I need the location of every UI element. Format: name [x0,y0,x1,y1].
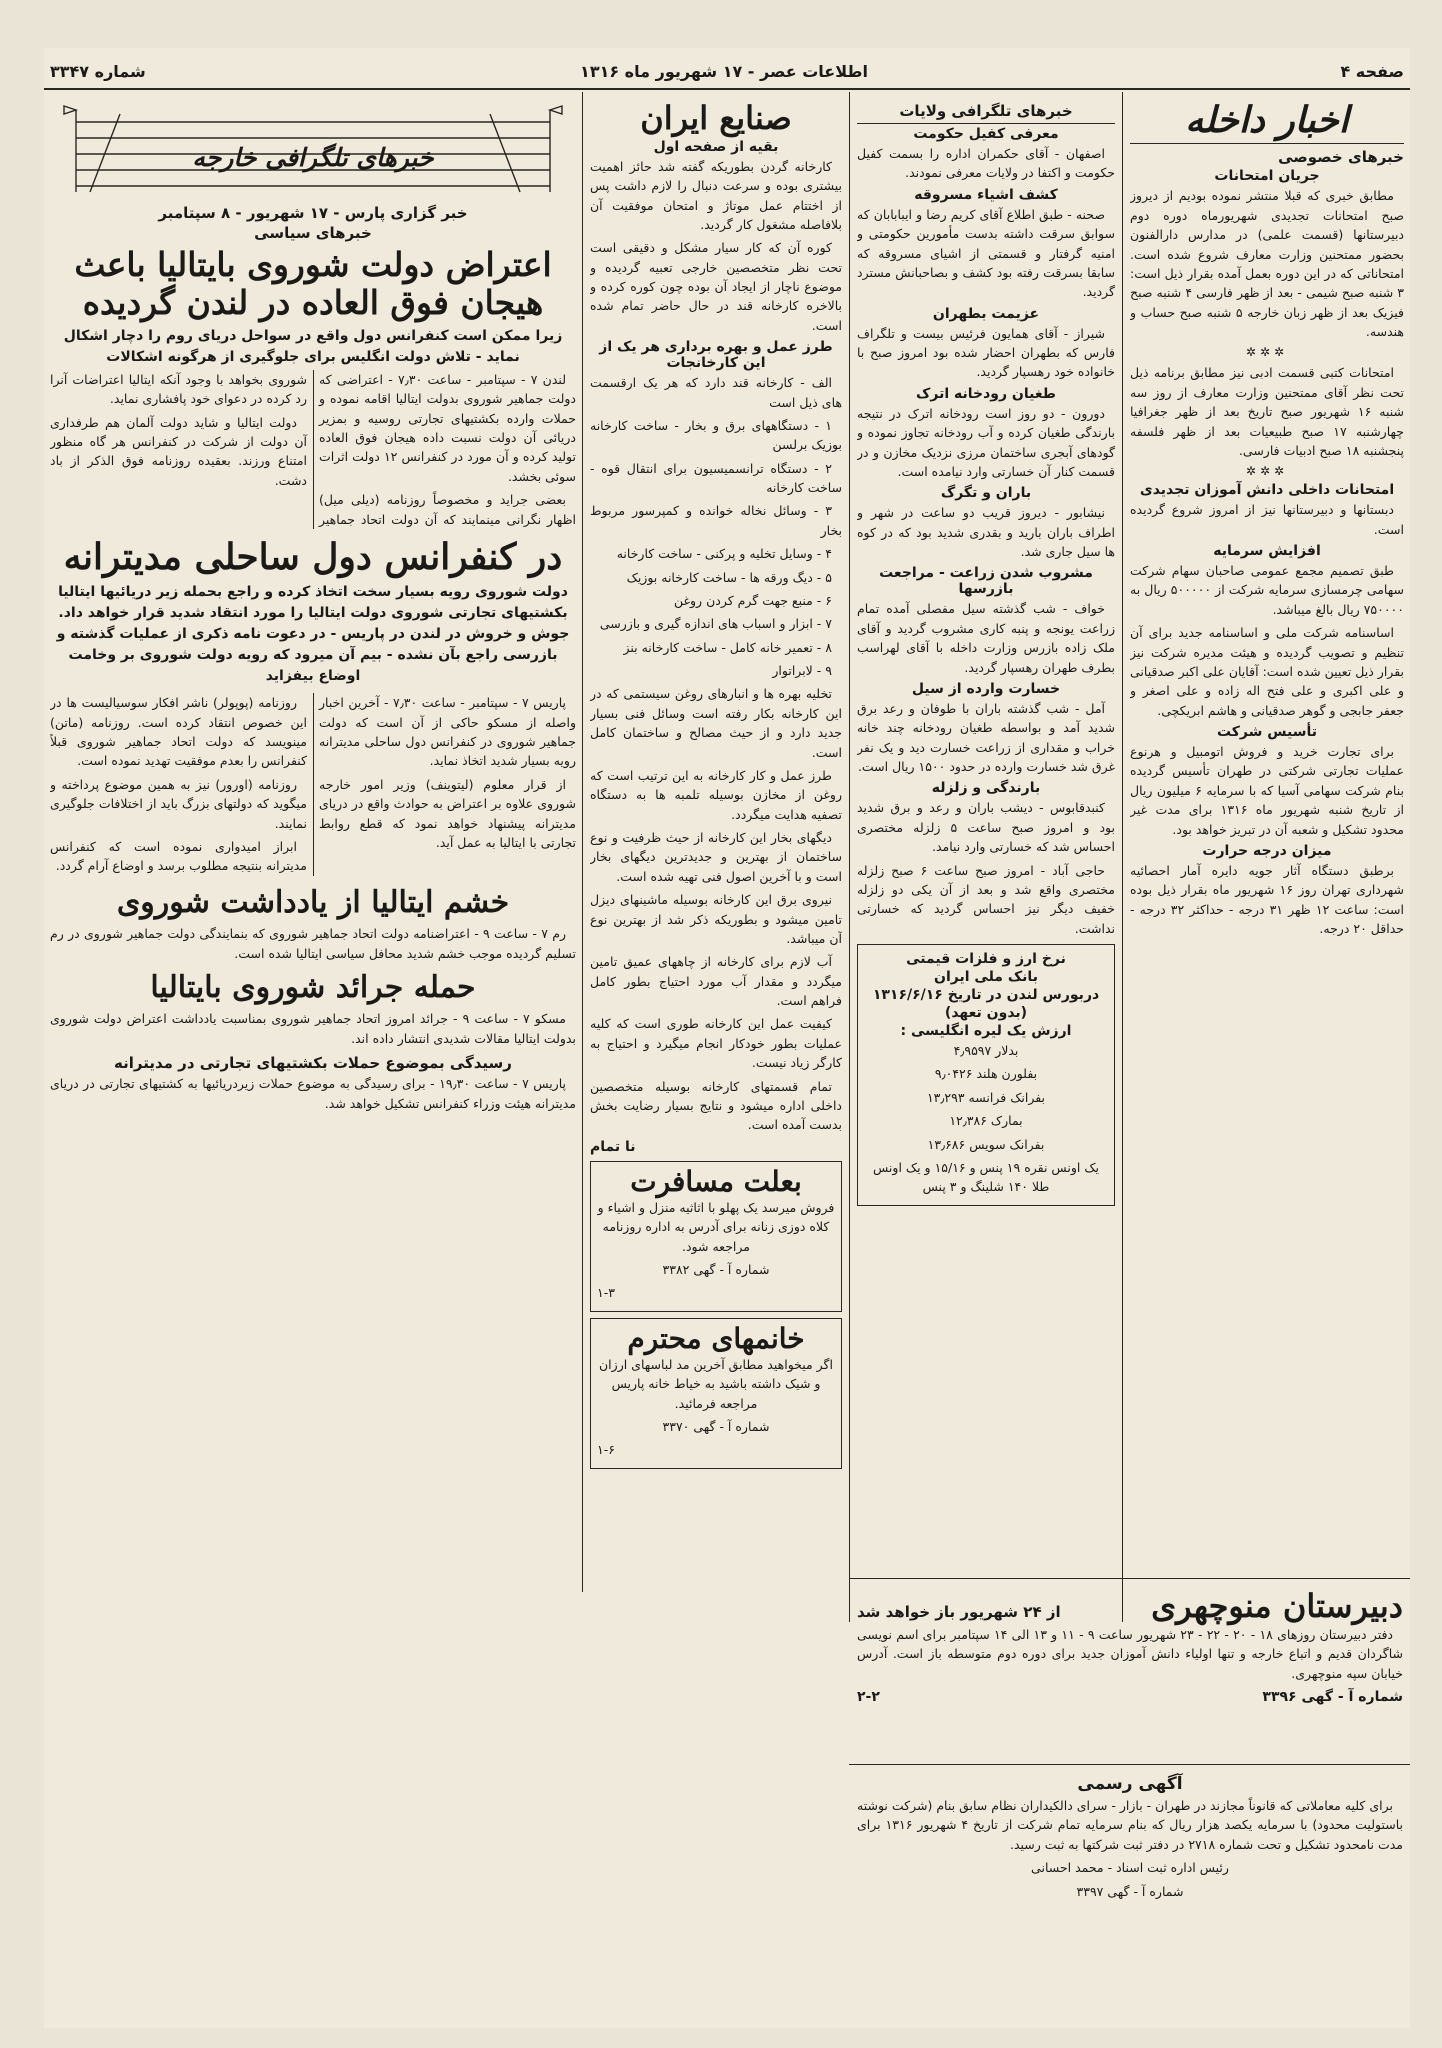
paragraph: از قرار معلوم (لیتوینف) وزیر امور خارجه شوروی علاوه بر اعتراض به حوادث واقع در دریای مدیترانه پیشنهاد خواهد نمود که قطع روابط تجارتی با ایتالیا به عمل آید. [319,776,576,850]
paragraph: کارخانه گردن بطوریکه گفته شد حائز اهمیت بیشتری بوده و سرعت دنبال را لازم داشت پس از اختتام عمل موتاژ و امتحان موفقیت آن بلافاصله مشغول کار گردید. [590,158,842,232]
news-item [857,485,1115,561]
paper-dateline: اطلاعات عصر - ۱۷ شهریور ماه ۱۳۱۶ [580,62,868,81]
provincial-news-column [857,100,1115,1628]
column-rule [1122,92,1123,1622]
news-text: حاجی آباد - امروز صبح ساعت ۶ صبح زلزله مختصری واقع شد و بعد از آن یکی دو زلزله خفیف دیگر نیز احساس گردید که خسارتی نداشت. [857,862,1115,936]
news-text: امتحانات کتبی قسمت ادبی نیز مطابق برنامه ذیل تحت نظر آقای ممتحنین وزارت معارف از روز سه شنبه ۱۶ شهریور صبح تاریخ بعد از ظهر جغرافیا چهارشنبه ۱۷ صبح طبیعیات بعد از ظهر فلسفه پنجشنبه ۱۸ صبح ادبیات فارسی. [1130,365,1404,458]
news-text: نیشابور - دیروز قریب دو ساعت در شهر و اطراف باران بارید و بقدری شدید بود که در کوه ها سیل جاری شد. [857,505,1115,559]
news-text: صحنه - طبق اطلاع آقای کریم رضا و ایبابابان که سوابق سرقت داشته بدست مأمورین حکومتی و امنیه گرفتار و قسمتی از اشیای مسروقه که سابقا بسرقت رفته بود کشف و بصاحبانش مسترد گردید. [857,206,1115,300]
school-code: ۲-۲ [857,1688,880,1705]
domestic-section-title: خبرهای خصوصی [1130,143,1404,166]
ad-travel [590,1161,842,1312]
news-item [1130,724,1404,839]
industries-subtitle: بقیه از صفحه اول [653,138,779,155]
domestic-news-column [1130,100,1404,1620]
news-item [1130,363,1404,460]
paragraph: روزنامه (پوپولر) ناشر افکار سوسیالیست ها در این خصوص انتقاد کرده است. روزنامه (ماتن) مینویسد که دولت اتحاد جماهیر شوروی قبلاً کنفرانس را بعدم موفقیت تهدید نموده است. [50,695,307,769]
paragraph: ابراز امیدواری نموده است که کنفرانس مدیترانه بنتیجه مطلوب برسد و اوضاع آرام گردد. [50,838,307,874]
paragraph: کوره آن که کار سیار مشکل و دقیقی است تحت نظر متخصصین خارجی تعبیه گردیده و موضوع ناچار از ایجاد آن بوده چون کوره کرده و بالاخره کارخانه قند در حال حاضر تمام شده است. [590,240,842,333]
column-rule [582,92,583,1592]
list-item: ۹ - لابراتوار [772,663,832,679]
headline-investigation: رسیدگی بموضوع حملات بکشتیهای تجارتی در مدیترانه [114,1054,512,1073]
school-title: دبیرستان منوچهری [1151,1588,1403,1625]
rate-row: بفلورن هلند ۹٫۰۴۲۶ [934,1066,1038,1082]
separator-stars: ✲✲✲ [1245,464,1289,479]
school-number: شماره آ - گهی ۳۳۹۶ [1262,1688,1403,1705]
industries-column [590,100,842,1970]
newspaper-page [44,48,1410,2028]
paragraph: کیفیت عمل این کارخانه طوری است که کلیه عملیات بطور خودکار انجام میگیرد و احتیاج به کارگر زیاد نیست. [590,1016,842,1071]
paragraph: طرز عمل و کار کارخانه به این ترتیب است که روغن از مخازن بوسیله تلمبه ها به دستگاه تصفیه هدایت میگردد. [590,767,842,822]
news-text: برطبق دستگاه آثار جویه دایره آمار احصائیه شهرداری تهران روز ۱۶ شهریور ماه بقرار ذیل بوده است: ساعت ۱۲ ظهر ۳۱ درجه - حداکثر ۳۲ درجه - حداقل ۲۰ درجه. [1130,862,1404,937]
news-title: عزیمت بطهران [932,305,1040,322]
news-item [857,780,1115,856]
school-ad [857,1588,1403,1758]
ad-ladies-body: اگر میخواهید مطابق آخرین مد لباسهای ارزان و شیک داشته باشید به خیاط خانه پاریس مراجعه فرمائید. [599,1356,833,1411]
news-title: بارندگی و زلزله [931,780,1041,797]
news-text: دبستانها و دبیرستانها نیز از امروز شروع گردیده است. [1130,502,1404,537]
news-title: باران و تگرگ [940,485,1032,502]
paragraph: مسکو ۷ - ساعت ۹ - جرائد امروز اتحاد جماهیر شوروی بمناسبت یادداشت اعتراض دولت شوروی بدولت ایتالیا مقالات شدیدی انتشار داده اند. [50,1011,576,1046]
list-item: ۶ - منبع جهت گرم کردن روغن [673,592,832,608]
news-item [857,126,1115,183]
industries-subheading: طرز عمل و بهره برداری هر یک از این کارخانجات [599,339,833,372]
body-mediterranean-conference [50,693,576,875]
paragraph: پاریس ۷ - سپتامبر - ساعت ۷٫۳۰ - آخرین اخبار واصله از مسکو حاکی از آن است که دولت جماهیر شوروی در کنفرانس دول ساحلی مدیترانه رویه بسیار شدید اتخاذ نماید. [319,695,576,769]
column-rule [849,92,850,1622]
list-item: ۱ - دستگاههای برق و بخار - ساخت کارخانه بوزیک برلسن [590,417,842,453]
rate-row: بمارک ۱۲٫۳۸۶ [949,1113,1023,1129]
news-text: طبق تصمیم مجمع عمومی صاحبان سهام شرکت سهامی چرمسازی سرمایه شرکت از ۵۰۰۰۰۰ ریال به ۷۵۰۰۰۰ ریال بالغ میباشد. [1130,563,1404,617]
headline-mediterranean-conference: در کنفرانس دول ساحلی مدیترانه [63,535,563,578]
list-item: الف - کارخانه قند دارد که هر یک ارقسمت های ذیل است [590,375,842,410]
paragraph: آب لازم برای کارخانه از چاههای عمیق تامین میگردد و مقدار آب مورد احتیاج بطور کامل فراهم است. [590,954,842,1009]
ad-travel-number: شماره آ - گهی ۳۳۸۲ [662,1261,770,1277]
ad-travel-title: بعلت مسافرت [630,1164,802,1198]
paragraph: پاریس ۷ - ساعت ۱۹٫۳۰ - برای رسیدگی به موضوع حملات زیردریائیها به کشتیهای تجارتی در دریای مدیترانه هیئت وزراء کنفرانس تشکیل خواهد شد. [50,1076,576,1111]
paragraph: نیروی برق این کارخانه بوسیله ماشینهای دیزل تامین میشود و بطوریکه ذکر شد از بهترین نوع آن میباشد. [590,892,842,946]
ad-ladies-title: خانمهای محترم [627,1321,805,1355]
news-item [857,187,1115,302]
paragraph: دیگهای بخار این کارخانه از حیث ظرفیت و نوع ساختمان از بهترین و جدیدترین دیگهای بخار است و با آخرین اصول فنی تهیه شده است. [590,830,842,884]
paragraph: لندن ۷ - سپتامبر - ساعت ۷٫۳۰ - اعتراضی که دولت جماهیر شوروی بدولت ایتالیا اقامه نموده و حملات وارده بکشتیهای تجارتی روسیه و بمزیر دریائی آن دولت نسبت داده هیجان فوق العاده تولید کرده و آن مورد در کنفرانس ۱۲ دولت اثرات سوئی بخشد. [319,371,576,484]
rates-date: دربورس لندن در تاریخ ۱۳۱۶/۶/۱۶ [872,987,1100,1003]
news-text: اساسنامه شرکت ملی و اساسنامه جدید برای آن تنظیم و تصویب گردیده و هیئت مدیره شرکت نیز بقرار ذیل تعیین شده است: آقایان علی اکبر صدقیانی و علی اکبری و علی فتح اله زاده و علی اصغر و جعفر جابجی و گوهر صدقیانی و هاشم ابریکچی. [1130,625,1404,718]
ad-ladies-number: شماره آ - گهی ۳۳۷۰ [662,1419,770,1435]
rates-note: یک اونس نقره ۱۹ پنس و ۱۵/۱۶ و یک اونس طلا ۱۴۰ شلینگ و ۳ پنس [873,1159,1099,1195]
list-item: ۵ - دیگ ورقه ها - ساخت کارخانه بوزیک [626,569,832,585]
news-title: میزان درجه حرارت [1202,842,1332,859]
paragraph: رم ۷ - ساعت ۹ - اعتراضنامه دولت اتحاد جماهیر شوروی که بنمایندگی دولت جماهیر شوروی در رم تسلیم گردیده موجب خشم شدید محافل سیاسی ایتالیا شده است. [50,926,576,961]
deck-soviet-protest: زیرا ممکن است کنفرانس دول واقع در سواحل دریای روم را دچار اشکال نماید - تلاش دولت انگلیس برای جلوگیری از هرگونه اشکالات [63,327,563,365]
news-text: کنبدقابوس - دیشب باران و رعد و برق شدید بود و امروز صبح ساعت ۵ زلزله مختصری احساس شد که خسارتی وارد نیامد. [857,800,1115,855]
news-text: اصفهان - آقای حکمران اداره را بسمت کفیل حکومت و اکتفا در ولایات معرفی نمودند. [857,146,1115,181]
paragraph: تمام قسمتهای کارخانه بوسیله متخصصین داخلی اداره میشود و نتایج بسیار رضایت بخش بدست آمده است. [590,1078,842,1133]
rate-row: بدلار ۴٫۹۵۹۷ [953,1043,1019,1058]
news-item [1130,482,1404,539]
news-item [857,565,1115,677]
rates-title: نرخ ارز و فلزات قیمتی [906,951,1066,967]
separator-stars: ✲✲✲ [1245,345,1289,360]
news-item [857,386,1115,482]
industries-title: صنایع ایران [640,100,792,137]
foreign-news-column [50,100,576,1630]
headline-soviet-press-attack: حمله جرائد شوروی بایتالیا [150,969,476,1005]
rates-bank: بانک ملی ایران [934,969,1038,985]
headline-italy-anger: خشم ایتالیا از یادداشت شوروی [116,884,510,920]
page-number: صفحه ۴ [1340,62,1404,81]
news-title: افزایش سرمایه [1213,543,1321,560]
rate-row: بفرانک سویس ۱۳٫۶۸۶ [927,1136,1045,1152]
school-tag: از ۲۴ شهریور باز خواهد شد [857,1603,1061,1621]
header-rule [44,88,1410,90]
paragraph: تخلیه بهره ها و انبارهای روغن سیستمی که در این کارخانه بکار رفته است وسائل فنی بسیار جدید دارد و از حیث مصالح و ساختمان کامل است. [590,686,842,760]
section-rule [849,1764,1410,1765]
news-item [1130,543,1404,619]
to-be-continued: نا تمام [590,1138,636,1155]
news-item [857,861,1115,939]
list-item: ۷ - ابزار و اسباب های اندازه گیری و بازرسی [599,616,832,632]
news-text: مطابق خبری که قبلا منتشر نموده بودیم از دیروز صبح امتحانات تجدیدی شهریورماه دوره دوم دبیرستانها (قسمت علمی) در مدارس دارالفنون بحضور ممتحنین وزارت معارف شروع شده است. امتحاناتی که در این دوره بعمل آمده بقرار ذیل است: ۳ شنبه صبح شیمی - بعد از ظهر فارسی ۴ شنبه صبح فیزیک بعد از ظهر زبان خارجه ۵ شنبه صبح حساب و هندسه. [1130,188,1404,340]
official-notice [857,1772,1403,2022]
foreign-news-banner-graphic [50,100,576,198]
list-item: ۲ - دستگاه ترانسمیسیون برای انتقال قوه - ساخت کارخانه [590,460,842,496]
notice-title: آگهی رسمی [1077,1774,1183,1794]
ad-travel-code: ۱-۳ [597,1285,615,1301]
list-item: ۸ - تعمیر خانه کامل - ساخت کارخانه بنز [623,639,832,655]
news-item [1130,843,1404,939]
body-soviet-protest [50,370,576,529]
exchange-rates-box [857,944,1115,1206]
news-item [1130,168,1404,341]
paragraph: بعضی جراید و مخصوصاً روزنامه (دیلی میل) اظهار نگرانی مینمایند که آن دولت اتحاد جماهیر شوروی بخواهد با وجود آنکه ایتالیا اعتراضات آنرا رد کرده در دعوای خود پافشاری نماید. [50,371,576,527]
rates-disclaimer: (بدون تعهد) [944,1005,1028,1021]
school-body: دفتر دبیرستان روزهای ۱۸ - ۲۰ - ۲۲ - ۲۳ شهریور ساعت ۹ - ۱۱ و ۱۳ الی ۱۴ سپتامبر برای اسم نویسی شاگردان قدیم و اتباع خارجه و تنها اولیاء دانش آموزان جدید برای دوره دوم متوسطه باز است. آدرس خیابان سپه منوچهری. [857,1626,1403,1681]
notice-number: شماره آ - گهی ۳۳۹۷ [1076,1883,1184,1899]
news-text: خواف - شب گذشته سیل مفصلی آمده تمام زراعت یونجه و پنبه کاری مشروب گردید و آقای ملک زاده بازرس وزارت داخله با آقای لهراسب بطرف طهران رهسپار گردید. [857,601,1115,675]
news-title: تأسیس شرکت [1216,724,1318,741]
news-title: خسارت وارده از سیل [911,680,1061,697]
ad-ladies [590,1318,842,1469]
news-title: مشروب شدن زراعت - مراجعت بازرسها [879,565,1093,598]
deck-mediterranean-conference: دولت شوروی رویه بسیار سخت اتخاذ کرده و راجع بحمله زیر دریائیها ایتالیا بکشتیهای تجارتی شوروی دولت ایتالیا را مورد انتقاد شدید قرار خواهد داد. جوش و خروش در لندن در پاریس - در دعوت نامه ذکری از عملیات گذشته و بازرسی راجع بآن نشده - بیم آن میرود که رویه دولت شوروی بر وخامت اوضاع بیفزاید [56,584,570,685]
section-rule [849,1578,1410,1579]
issue-number: شماره ۳۳۴۷ [50,62,146,81]
rate-row: بفرانک فرانسه ۱۳٫۲۹۳ [926,1089,1046,1105]
news-title: معرفی کفیل حکومت [913,126,1059,142]
news-title: کشف اشیاء مسروقه [914,186,1058,203]
foreign-dateline: خبر گزاری پارس - ۱۷ شهریور - ۸ سپتامبر [158,204,468,222]
news-title: امتحانات داخلی دانش آموزان تجدیدی [1139,482,1395,499]
list-item: ۳ - وسائل نخاله خوانده و کمپرسور مربوط بخار [590,503,842,538]
news-item [857,681,1115,777]
news-item [857,306,1115,382]
news-text: شیراز - آقای همایون فرئیس بیست و تلگراف فارس که بطهران احضار شده بود امروز صبح با خانواده خود رهسپار گردید. [857,325,1115,380]
news-text: دورون - دو روز است رودخانه اترک در نتیجه بارندگی طغیان کرده و آب رودخانه تجاوز نموده و گودهای آبجری ساختمان مرزی نزدیک مخازن و در قسمت کنار آن خسارتی وارد نیامده است. [857,405,1115,479]
provincial-news-title: خبرهای تلگرافی ولایات [857,102,1115,124]
list-item: ۴ - وسایل تخلیه و پرکنی - ساخت کارخانه [616,546,832,562]
foreign-news-title: خبرهای تلگرافی خارجه [192,143,434,172]
notice-body: برای کلیه معاملاتی که قانوناً مجازند در طهران - بازار - سرای دالکیداران نظام سابق بنام (شرکت نوشته باستولیت محدود) با سرمایه یکصد هزار ریال که بنام سرمایه تمام شرکت از تاریخ ۴ شهریور ۱۳۱۶ برای مدت نامحدود تشکیل و تحت شماره ۲۷۱۸ در دفتر ثبت شرکتها به ثبت رسید. [857,1798,1403,1852]
news-title: طغیان رودخانه اترک [916,385,1056,402]
paragraph: دولت ایتالیا و شاید دولت آلمان هم طرفداری آن دولت از شرکت در کنفرانس هر گاه منظور امتناع ورزند. بعقیده روزنامه فوق الذکر از باد دشت. [50,414,307,488]
paragraph: روزنامه (اورور) نیز به همین موضوع پرداخته و میگوید که دولتهای بزرگ باید از اختلافات جلوگیری نمایند. [50,776,307,831]
ad-ladies-code: ۱-۶ [597,1442,615,1458]
news-item [1130,623,1404,720]
foreign-category: خبرهای سیاسی [254,224,372,242]
notice-signature: رئیس اداره ثبت اسناد - محمد احسانی [1031,1860,1229,1876]
domestic-masthead: اخبار داخله [1185,100,1349,141]
headline-soviet-protest: اعتراض دولت شوروی بایتالیا باعث هیجان فوق العاده در لندن گردیده [74,245,552,322]
news-text: آمل - شب گذشته باران با طوفان و رعد برق شدید آمد و بواسطه طغیان رودخانه چند خانه خراب و مقداری از زراعت خسارت دید و یک نفر غرق شد خسارت وارده در حدود ۱۵۰۰ ریال است. [857,700,1115,774]
ad-travel-body: فروش میرسد یک پهلو با اثاثیه منزل و اشیاء و کلاه دوزی زنانه برای آدرس به اداره روزنامه مراجعه شود. [597,1199,835,1254]
rates-pound-label: ارزش یک لیره انگلیسی : [900,1023,1072,1039]
news-text: برای تجارت خرید و فروش اتومبیل و هرنوع عملیات تجارتی شرکتی در طهران تأسیس گردیده بنام شرکت سهامی آسیا که با سرمایه ۶ میلیون ریال از تاریخ شنبه شهریور ماه ۱۳۱۶ برای مدت غیر محدود تشکیل و شعبه آن در تبریز خواهد بود. [1130,744,1404,837]
news-title: جریان امتحانات [1214,168,1320,185]
